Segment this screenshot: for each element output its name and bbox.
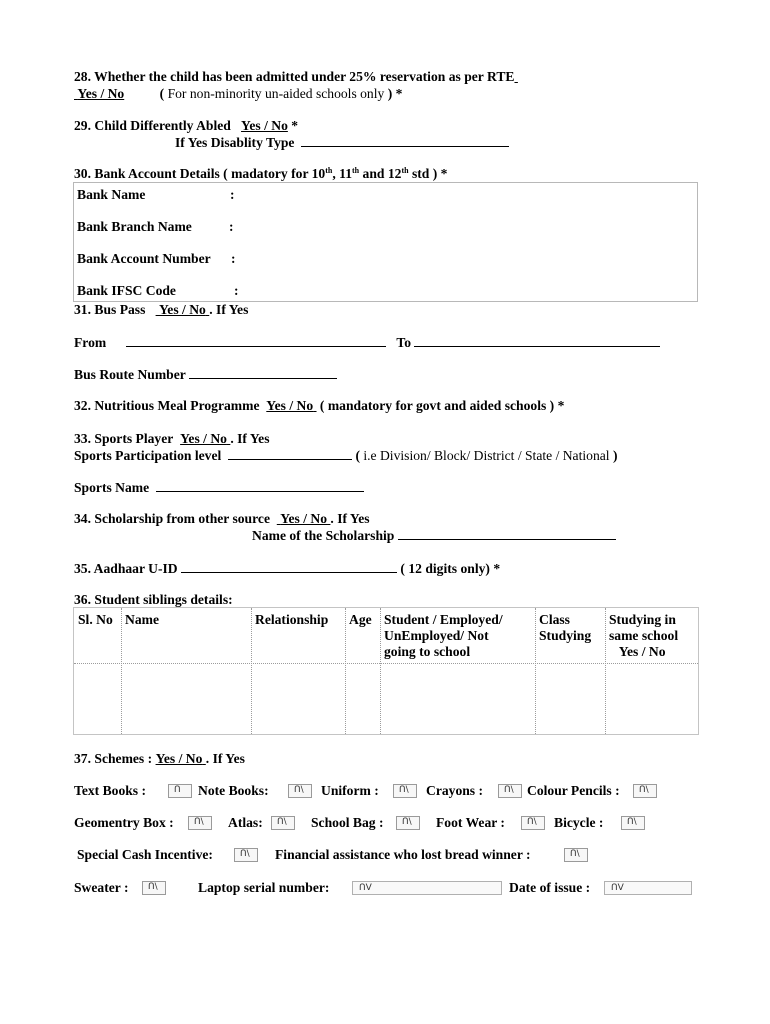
q32-line: 32. Nutritious Meal Programme Yes / No ( mandatory for govt and aided schools ) * [74, 398, 565, 413]
checkbox-mark-icon: ᑎ\ [148, 882, 158, 892]
q33-yes-no[interactable]: Yes / No [180, 431, 227, 446]
sports-level-field[interactable] [228, 447, 352, 460]
q32-yes-no[interactable]: Yes / No [266, 398, 314, 413]
q34-yes-no[interactable]: Yes / No [280, 511, 328, 526]
col-sl-no: Sl. No [78, 612, 113, 627]
q33-line1: 33. Sports Player Yes / No . If Yes [74, 431, 270, 446]
field-mark-icon: ᑎV [611, 883, 624, 893]
bank-name-colon: : [230, 187, 235, 202]
q31-line1: 31. Bus Pass Yes / No . If Yes [74, 302, 249, 317]
bus-to-field[interactable] [414, 334, 660, 347]
uniform-checkbox[interactable] [393, 784, 417, 798]
atlas-checkbox[interactable] [271, 816, 295, 830]
sibling-row-empty[interactable] [74, 664, 698, 734]
date-of-issue-label: Date of issue : [509, 880, 591, 895]
checkbox-mark-icon: ᑎ\ [240, 849, 250, 859]
text-books-label: Text Books : [74, 783, 147, 798]
bank-account-row[interactable]: Bank Account Number [77, 251, 211, 266]
sweater-checkbox[interactable] [142, 881, 166, 895]
colour-pencils-checkbox[interactable] [633, 784, 657, 798]
foot-wear-label: Foot Wear : [436, 815, 505, 830]
col-class: Class Studying [539, 612, 592, 643]
special-cash-checkbox[interactable] [234, 848, 258, 862]
special-cash-label: Special Cash Incentive: [77, 847, 213, 862]
colour-pencils-label: Colour Pencils : [527, 783, 620, 798]
bank-branch-row[interactable]: Bank Branch Name [77, 219, 192, 234]
q33-name: Sports Name [74, 479, 364, 496]
q31-from-to: From To [74, 334, 660, 351]
school-bag-label: School Bag : [311, 815, 384, 830]
col-age: Age [349, 612, 372, 627]
q33-level: Sports Participation level ( i.e Division/ Block/ District / State / National ) [74, 448, 618, 463]
col-relationship: Relationship [255, 612, 329, 627]
foot-wear-checkbox[interactable] [521, 816, 545, 830]
q34-line2: Name of the Scholarship [252, 527, 616, 544]
bank-branch-colon: : [229, 219, 234, 234]
checkbox-mark-icon: ᑎ\ [277, 817, 287, 827]
q31-yes-no[interactable]: Yes / No [159, 302, 206, 317]
q28-line2: Yes / No ( For non-minority un-aided schools only ) * [77, 86, 403, 101]
q28-yes-no[interactable]: Yes / No [77, 86, 125, 101]
crayons-label: Crayons : [426, 783, 484, 798]
checkbox-mark-icon: ᑎ\ [527, 817, 537, 827]
siblings-table [73, 607, 699, 735]
q30-title: 30. Bank Account Details ( madatory for 10th, 11th and 12th std ) * [74, 166, 448, 181]
col-name: Name [125, 612, 159, 627]
sports-name-field[interactable] [156, 479, 364, 492]
q29-line1: 29. Child Differently Abled Yes / No * [74, 118, 299, 133]
q37-yes-no[interactable]: Yes / No [155, 751, 203, 766]
date-of-issue-field[interactable] [604, 881, 692, 895]
disability-type-field[interactable] [301, 134, 509, 147]
atlas-label: Atlas: [228, 815, 263, 830]
bank-details-box [73, 182, 698, 302]
q36-title: 36. Student siblings details: [74, 592, 233, 607]
note-books-label: Note Books: [198, 783, 269, 798]
checkbox-mark-icon: ᑎ\ [402, 817, 412, 827]
col-status: Student / Employed/ UnEmployed/ Not going to school [384, 612, 503, 659]
bank-name-row[interactable]: Bank Name [77, 187, 146, 202]
q35-line: 35. Aadhaar U-ID ( 12 digits only) * [74, 561, 501, 576]
bus-route-field[interactable] [189, 366, 337, 379]
q28-line1: 28. Whether the child has been admitted under 25% reservation as per RTE [74, 69, 515, 84]
aadhaar-field[interactable] [181, 560, 397, 573]
financial-assistance-label: Financial assistance who lost bread winner : [275, 847, 531, 862]
text-books-checkbox[interactable] [168, 784, 192, 798]
bank-ifsc-colon: : [234, 283, 239, 298]
checkbox-mark-icon: ᑎ [174, 785, 181, 795]
q34-line1: 34. Scholarship from other source Yes / No . If Yes [74, 511, 370, 526]
checkbox-mark-icon: ᑎ\ [570, 849, 580, 859]
school-bag-checkbox[interactable] [396, 816, 420, 830]
sweater-label: Sweater : [74, 880, 129, 895]
laptop-serial-field[interactable] [352, 881, 502, 895]
uniform-label: Uniform : [321, 783, 379, 798]
financial-assistance-checkbox[interactable] [564, 848, 588, 862]
geometry-box-checkbox[interactable] [188, 816, 212, 830]
checkbox-mark-icon: ᑎ\ [639, 785, 649, 795]
checkbox-mark-icon: ᑎ\ [399, 785, 409, 795]
field-mark-icon: ᑎV [359, 883, 372, 893]
crayons-checkbox[interactable] [498, 784, 522, 798]
bank-ifsc-row[interactable]: Bank IFSC Code [77, 283, 176, 298]
bicycle-checkbox[interactable] [621, 816, 645, 830]
q37-line: 37. Schemes : Yes / No . If Yes [74, 751, 245, 766]
checkbox-mark-icon: ᑎ\ [627, 817, 637, 827]
q31-route: Bus Route Number [74, 366, 337, 383]
checkbox-mark-icon: ᑎ\ [504, 785, 514, 795]
laptop-serial-label: Laptop serial number: [198, 880, 330, 895]
checkbox-mark-icon: ᑎ\ [294, 785, 304, 795]
q29-yes-no[interactable]: Yes / No [241, 118, 288, 133]
note-books-checkbox[interactable] [288, 784, 312, 798]
bicycle-label: Bicycle : [554, 815, 604, 830]
scholarship-name-field[interactable] [398, 527, 616, 540]
q29-line2: If Yes Disablity Type [175, 134, 509, 151]
bank-account-colon: : [231, 251, 236, 266]
col-same-school: Studying in same school Yes / No [609, 612, 679, 659]
geometry-box-label: Geomentry Box : [74, 815, 174, 830]
checkbox-mark-icon: ᑎ\ [194, 817, 204, 827]
bus-from-field[interactable] [126, 334, 386, 347]
